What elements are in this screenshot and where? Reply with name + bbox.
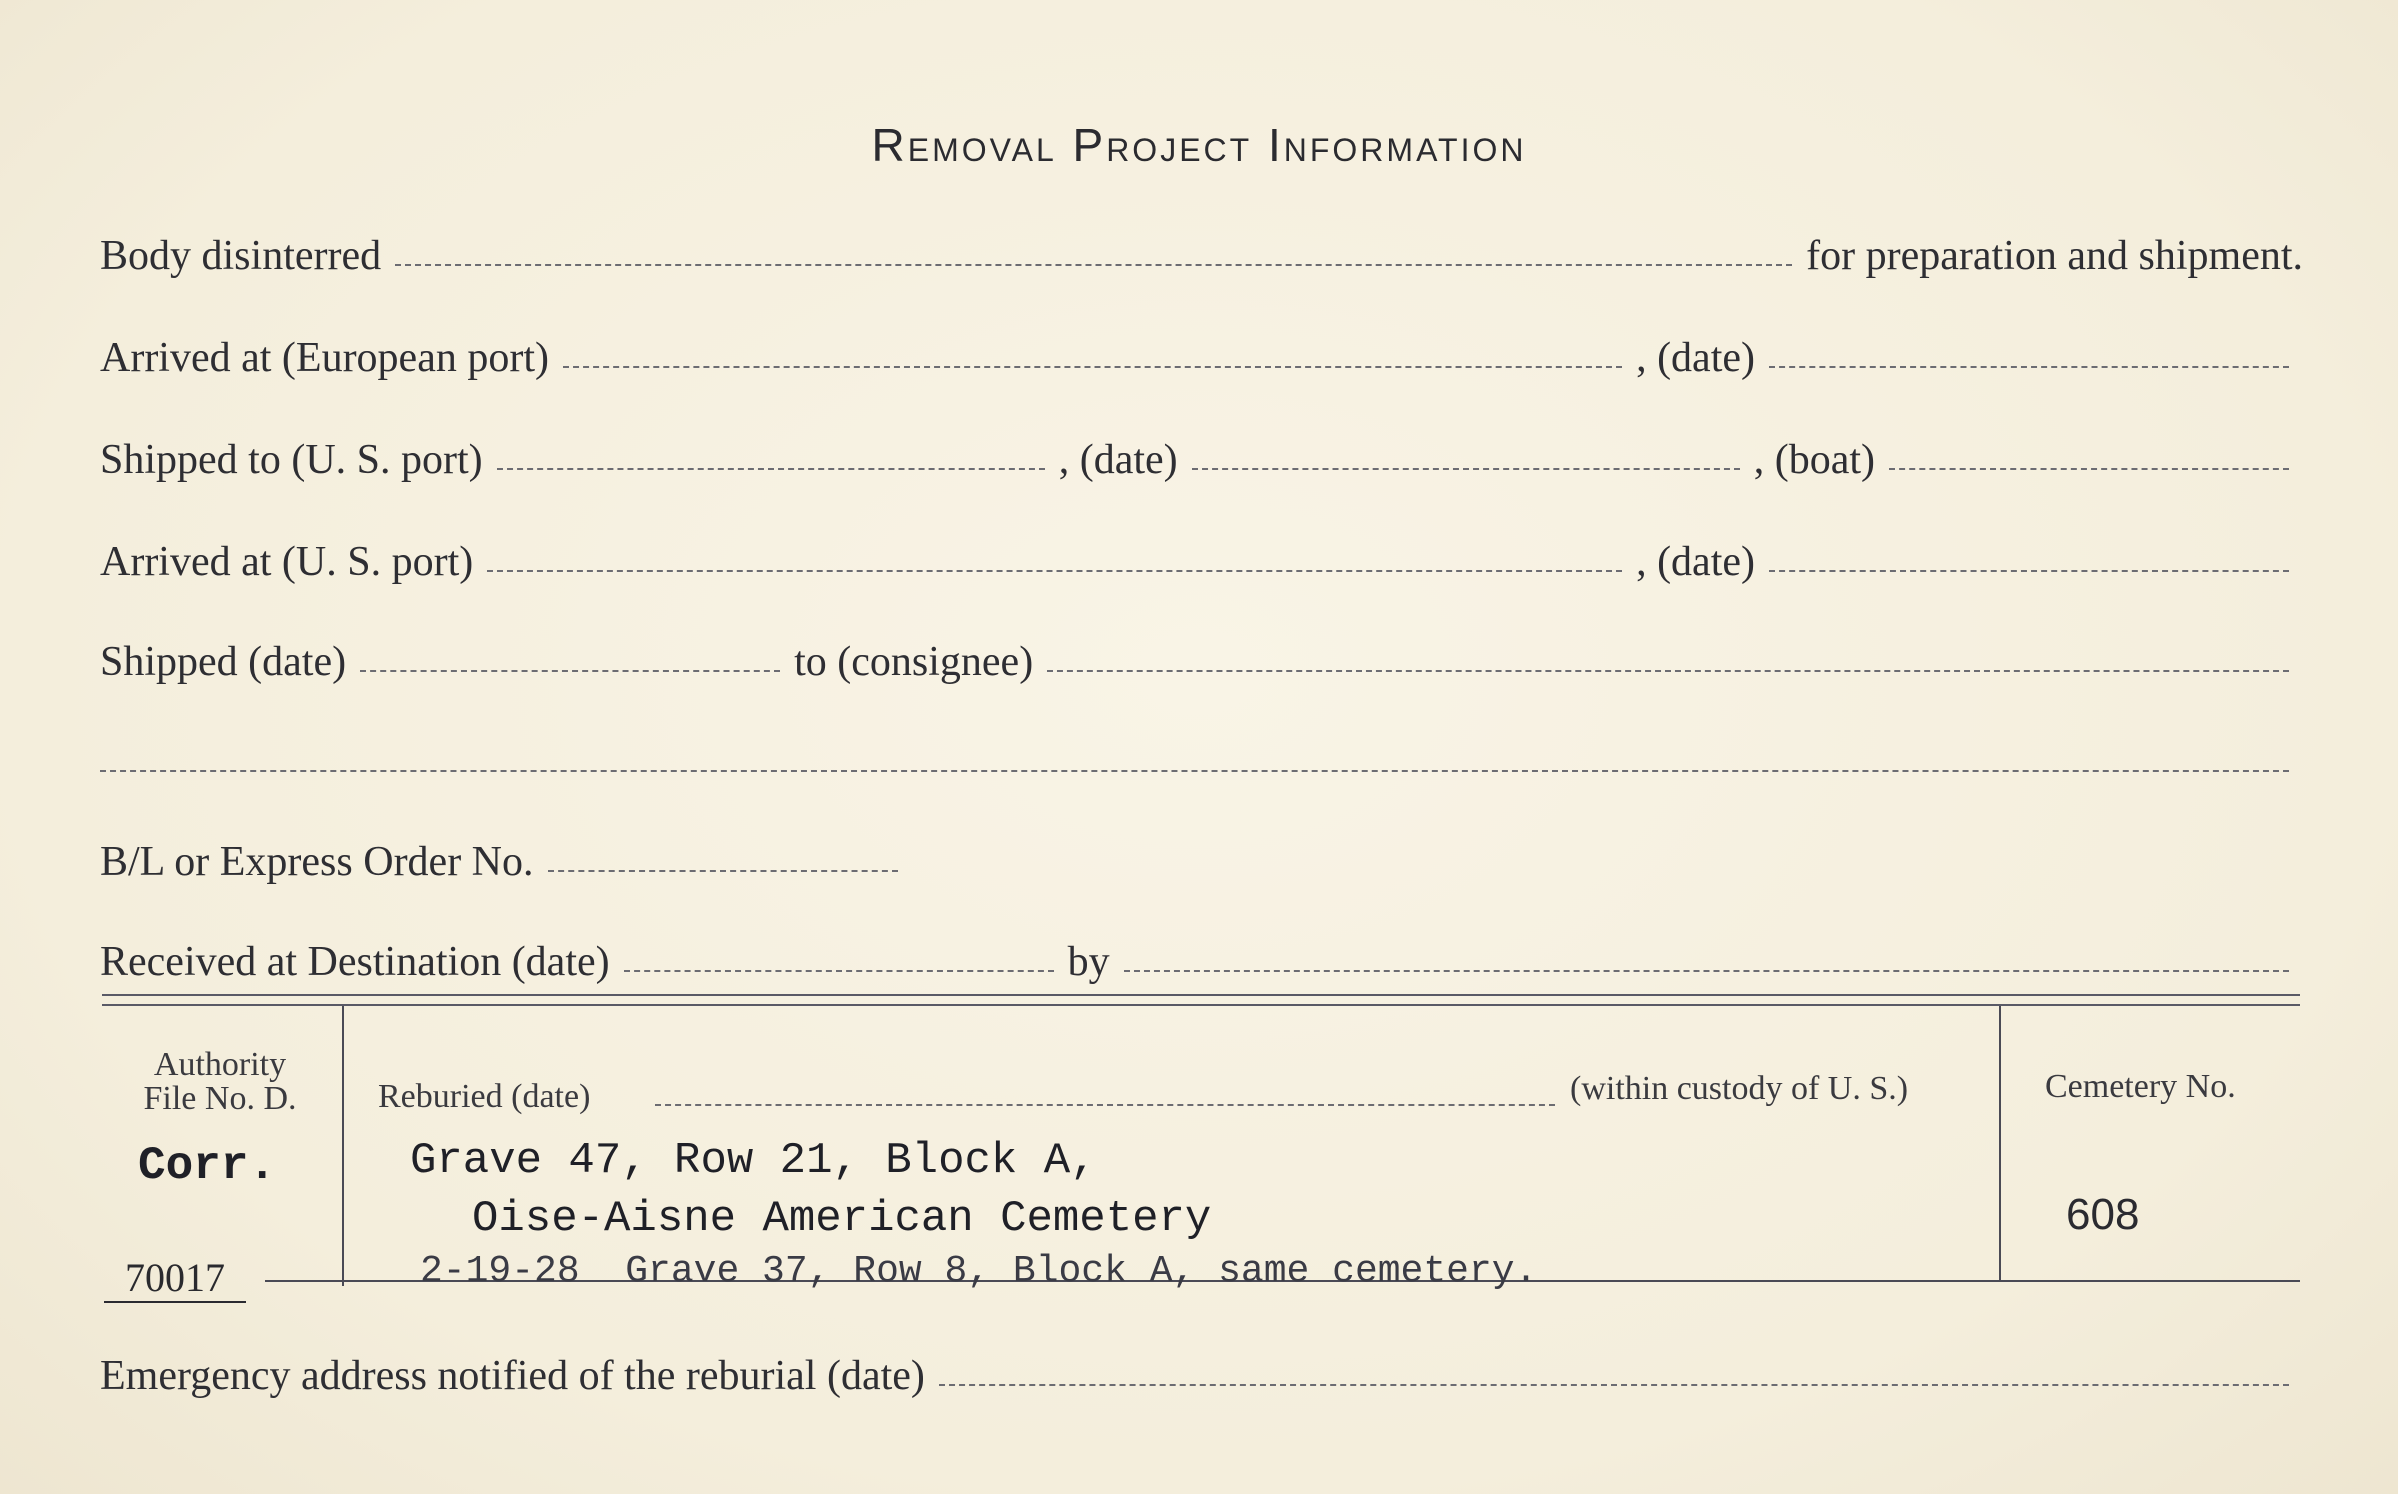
received-row xyxy=(100,926,2303,986)
consignee-blank[interactable] xyxy=(1047,670,2289,672)
reburied-label: Reburied (date) xyxy=(378,1078,591,1115)
consignee-label: to (consignee) xyxy=(794,639,1034,685)
arrived-us-port-blank[interactable] xyxy=(487,570,1622,572)
file-number: 70017 xyxy=(104,1254,246,1303)
custody-label: (within custody of U. S.) xyxy=(1570,1070,1909,1107)
authority-label: Authority xyxy=(153,1046,287,1083)
consignee-continuation-row xyxy=(100,726,2303,786)
bl-blank[interactable] xyxy=(548,870,898,872)
body-disinterred-row xyxy=(100,220,2303,280)
european-date-blank[interactable] xyxy=(1769,366,2289,368)
shipped-consignee-row xyxy=(100,626,2303,686)
arrived-us-label: Arrived at (U. S. port) xyxy=(100,539,474,585)
reburied-date-blank[interactable] xyxy=(655,1104,1555,1106)
cemetery-no-label: Cemetery No. xyxy=(2045,1068,2236,1105)
received-by-blank[interactable] xyxy=(1124,970,2289,972)
received-date-blank[interactable] xyxy=(624,970,1054,972)
card-title: Removal Project Information xyxy=(871,119,1527,171)
grave-line-2: Oise-Aisne American Cemetery xyxy=(472,1194,1212,1244)
grave-line-3: 2-19-28 Grave 37, Row 8, Block A, same cemetery. xyxy=(420,1250,1538,1293)
shipped-to-label: Shipped to (U. S. port) xyxy=(100,437,483,483)
shipped-date-label: , (date) xyxy=(1058,437,1178,483)
body-disinterred-label: Body disinterred xyxy=(100,233,382,279)
shipped-date-label-2: Shipped (date) xyxy=(100,639,347,685)
emergency-row xyxy=(100,1340,2303,1400)
authority-divider xyxy=(342,1006,344,1286)
bl-row xyxy=(100,826,2303,886)
boat-label: , (boat) xyxy=(1753,437,1876,483)
by-label: by xyxy=(1067,939,1110,985)
received-label: Received at Destination (date) xyxy=(100,939,610,985)
cemetery-divider xyxy=(1999,1006,2001,1280)
us-port-blank[interactable] xyxy=(497,468,1045,470)
shipped-to-date-blank[interactable] xyxy=(1192,468,1740,470)
emergency-label: Emergency address notified of the reburial (date) xyxy=(100,1353,925,1399)
shipped-date-blank[interactable] xyxy=(360,670,780,672)
cemetery-no-value: 608 xyxy=(2066,1190,2140,1239)
arrived-us-date-blank[interactable] xyxy=(1769,570,2289,572)
european-port-blank[interactable] xyxy=(563,366,1622,368)
grave-line-1: Grave 47, Row 21, Block A, xyxy=(410,1136,1097,1186)
european-date-label: , (date) xyxy=(1636,335,1755,381)
arrived-european-label: Arrived at (European port) xyxy=(100,335,549,381)
boat-blank[interactable] xyxy=(1889,468,2289,470)
bl-label: B/L or Express Order No. xyxy=(100,839,534,885)
preparation-label: for preparation and shipment. xyxy=(1806,233,2303,279)
file-no-label: File No. D. xyxy=(143,1080,297,1117)
arrived-european-row xyxy=(100,322,2303,382)
section-double-rule xyxy=(102,994,2300,1006)
authority-heading xyxy=(120,1048,320,1116)
arrived-us-row xyxy=(100,526,2303,586)
emergency-date-blank[interactable] xyxy=(939,1384,2289,1386)
authority-value: Corr. xyxy=(138,1140,277,1192)
consignee-continuation-blank[interactable] xyxy=(100,770,2289,772)
body-disinterred-blank[interactable] xyxy=(395,264,1792,266)
shipped-to-row xyxy=(100,424,2303,484)
arrived-us-date-label: , (date) xyxy=(1636,539,1755,585)
